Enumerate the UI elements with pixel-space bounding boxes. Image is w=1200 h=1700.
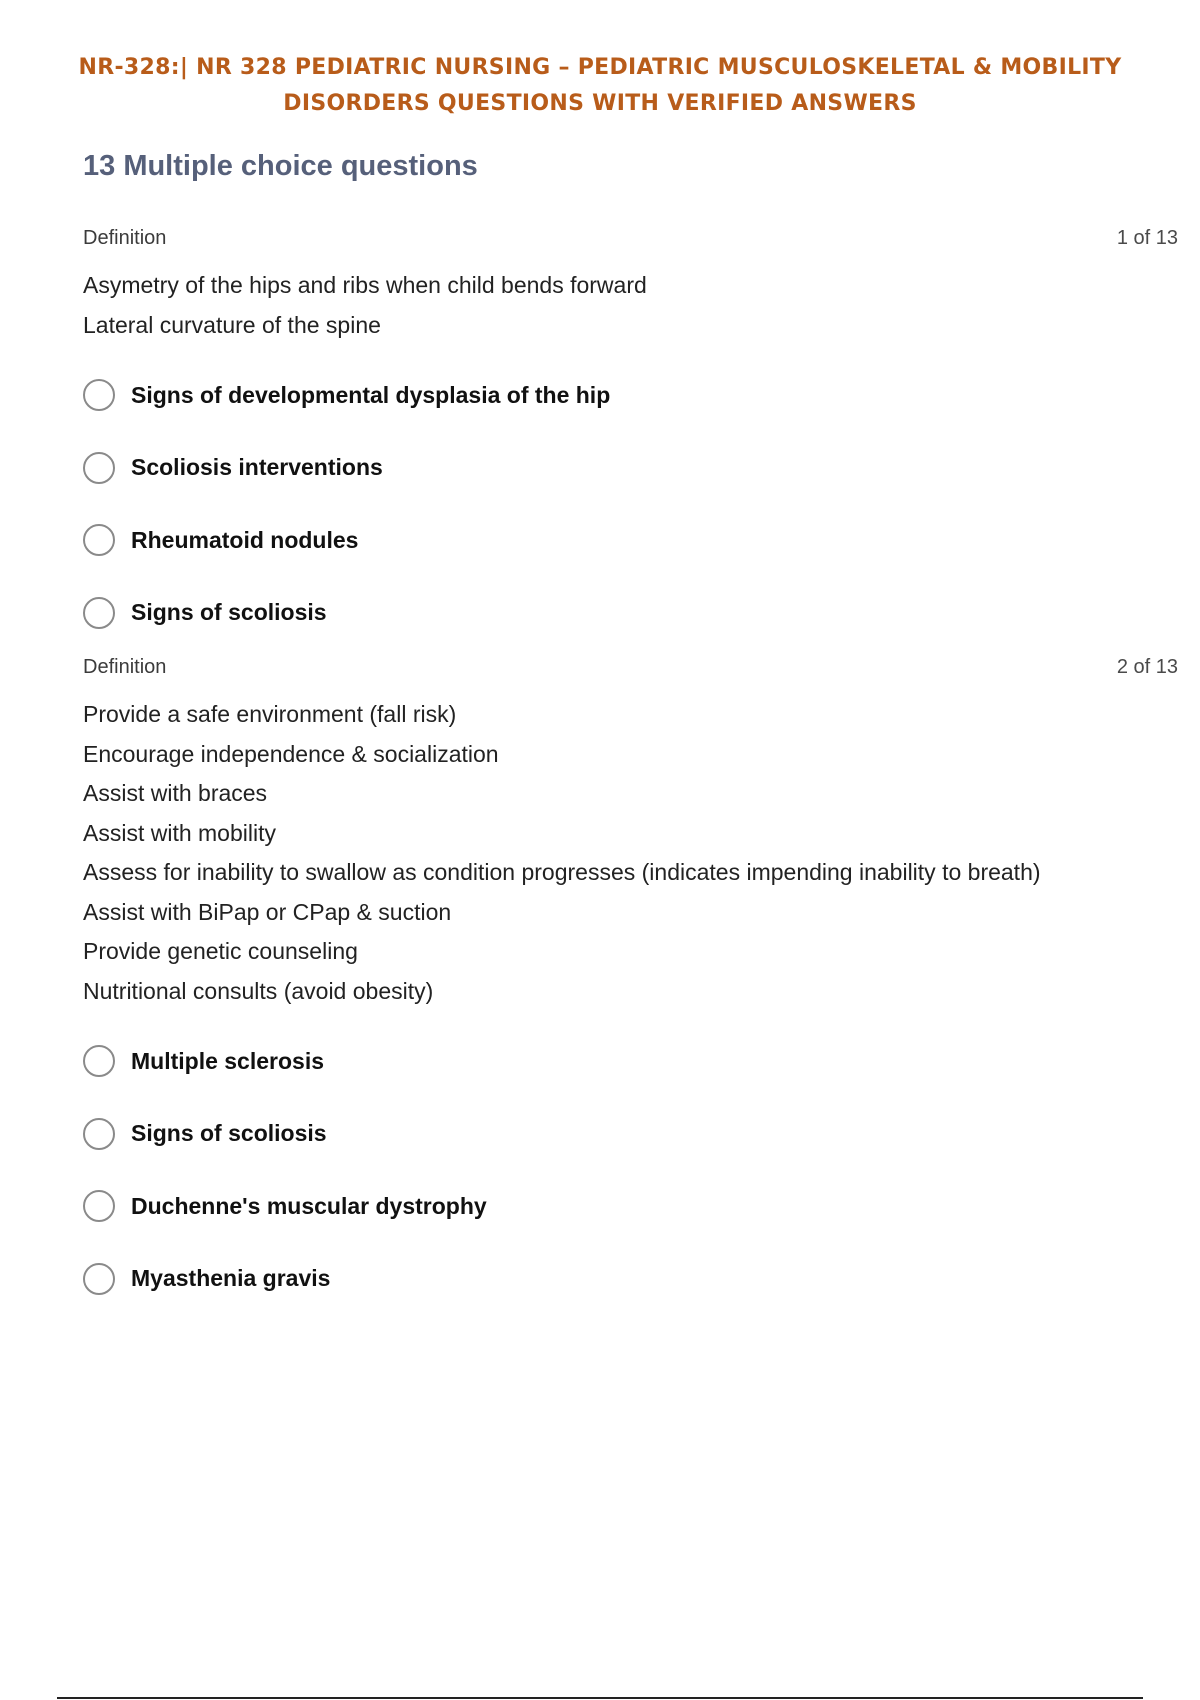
radio-button-icon[interactable]: [83, 1118, 115, 1150]
document-title-line-2: DISORDERS QUESTIONS WITH VERIFIED ANSWERS: [283, 91, 917, 116]
footer-divider: [57, 1697, 1143, 1699]
radio-button-icon[interactable]: [83, 379, 115, 411]
definition-line: Assist with BiPap or CPap & suction: [83, 898, 452, 925]
radio-button-icon[interactable]: [83, 597, 115, 629]
radio-button-icon[interactable]: [83, 524, 115, 556]
question-type-label: Definition: [83, 656, 167, 678]
answer-options: [83, 359, 1178, 649]
answer-option[interactable]: [83, 577, 1178, 650]
quiz-heading: 13 Multiple choice questions: [83, 150, 478, 182]
definition-line: Encourage independence & socialization: [83, 740, 499, 767]
definition-line: Nutritional consults (avoid obesity): [83, 977, 434, 1004]
answer-option-label: Duchenne's muscular dystrophy: [131, 1192, 487, 1219]
question-counter: 2 of 13: [1116, 656, 1178, 678]
definition-line: Lateral curvature of the spine: [83, 311, 381, 338]
question-counter: 1 of 13: [1116, 227, 1178, 249]
radio-button-icon[interactable]: [83, 452, 115, 484]
answer-option-label: Signs of developmental dysplasia of the hip: [131, 381, 611, 408]
answer-option-label: Multiple sclerosis: [131, 1047, 325, 1074]
answer-option-label: Myasthenia gravis: [131, 1265, 331, 1292]
radio-button-icon[interactable]: [83, 1045, 115, 1077]
definition-line: Assist with braces: [83, 780, 268, 806]
answer-option-label: Rheumatoid nodules: [131, 526, 359, 553]
answer-option[interactable]: [83, 1098, 1178, 1171]
answer-option-label: Signs of scoliosis: [131, 599, 327, 626]
question-meta: [83, 656, 1178, 680]
document-title-line-1: NR-328:| NR 328 PEDIATRIC NURSING – PEDIATRIC MUSCULOSKELETAL & MOBILITY: [78, 55, 1122, 80]
radio-button-icon[interactable]: [83, 1190, 115, 1222]
question-type-label: Definition: [83, 227, 167, 249]
definition-line: Assess for inability to swallow as condition progresses (indicates impending inability to breath): [83, 859, 1041, 885]
definition-line: Provide genetic counseling: [83, 938, 358, 964]
definition-line: Assist with mobility: [83, 819, 276, 846]
question-card: [83, 227, 1178, 649]
answer-option[interactable]: [83, 432, 1178, 505]
answer-option[interactable]: [83, 1170, 1178, 1243]
question-definition: [83, 695, 1178, 1011]
definition-line: Provide a safe environment (fall risk): [83, 701, 457, 727]
document-header: [40, 50, 1160, 122]
answer-option[interactable]: [83, 504, 1178, 577]
answer-option[interactable]: [83, 359, 1178, 432]
question-card: [83, 656, 1178, 1315]
answer-option-label: Scoliosis interventions: [131, 454, 383, 481]
answer-option-label: Signs of scoliosis: [131, 1120, 327, 1147]
definition-line: Asymetry of the hips and ribs when child bends forward: [83, 272, 647, 298]
answer-option[interactable]: [83, 1025, 1178, 1098]
question-meta: [83, 227, 1178, 251]
answer-option[interactable]: [83, 1243, 1178, 1316]
question-definition: [83, 266, 1178, 345]
radio-button-icon[interactable]: [83, 1263, 115, 1295]
answer-options: [83, 1025, 1178, 1315]
